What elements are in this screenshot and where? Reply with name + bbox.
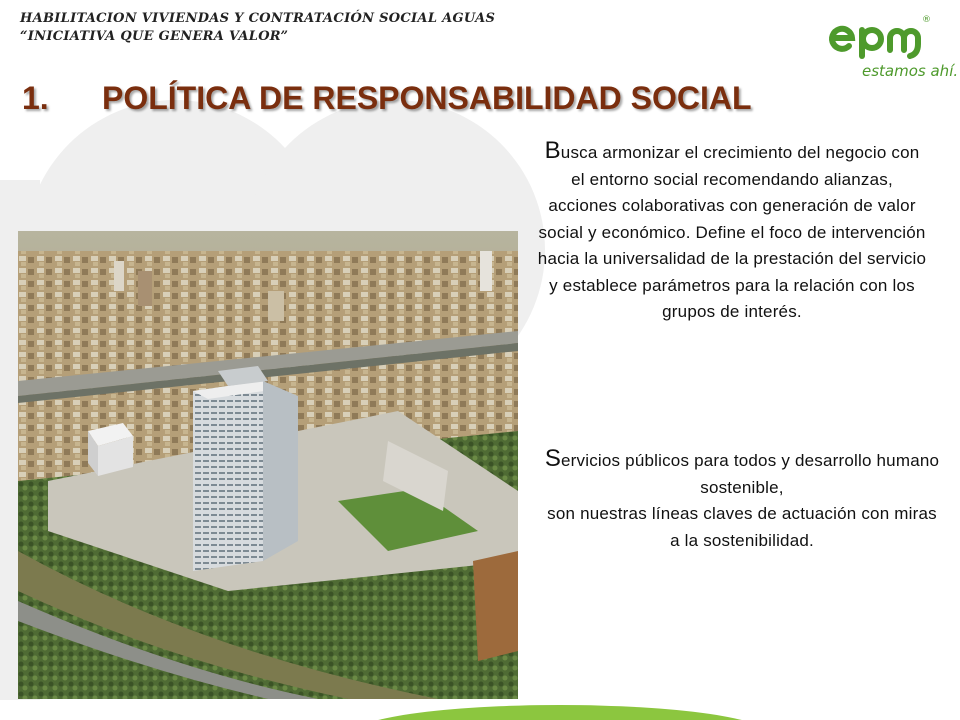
epm-logo <box>810 8 960 88</box>
mission-paragraph <box>536 446 948 554</box>
paragraph-2-line-3: a la sostenibilidad. <box>670 530 814 550</box>
paragraph-1-text: usca armonizar el crecimiento del negocio con el entorno social recomendando alianzas, acciones colaborativas con generación de valor social y económico. Define el foco de intervención hacia la universalidad de la prestación del servicio y establece parámetros para la relación con los grupos de interés. <box>537 143 927 321</box>
paragraph-2-line-2: son nuestras líneas claves de actuación con miras <box>547 504 937 523</box>
epm-logo-mark <box>810 8 960 62</box>
registered-mark: ® <box>922 15 931 25</box>
paragraph-1-initial: B <box>544 137 561 164</box>
title-text: POLÍTICA DE RESPONSABILIDAD SOCIAL <box>102 80 752 116</box>
paragraph-2-initial: S <box>544 445 562 472</box>
bottom-green-arc <box>350 705 770 720</box>
paragraph-2-line-1-text: ervicios públicos para todos y desarrollo humano sostenible, <box>561 451 940 497</box>
header-line-1: HABILITACION VIVIENDAS Y CONTRATACIÓN SOCIAL AGUAS <box>20 11 496 26</box>
logo-tagline: estamos ahí. <box>862 62 959 80</box>
page-title <box>22 80 752 117</box>
aerial-city-image <box>18 231 518 699</box>
header-line-2: “INICIATIVA QUE GENERA VALOR” <box>20 29 289 44</box>
header-text <box>20 10 495 46</box>
title-number: 1. <box>22 80 49 116</box>
paragraph-2-line-1 <box>536 446 948 501</box>
aerial-city-photo <box>18 231 518 699</box>
policy-paragraph <box>536 138 928 326</box>
